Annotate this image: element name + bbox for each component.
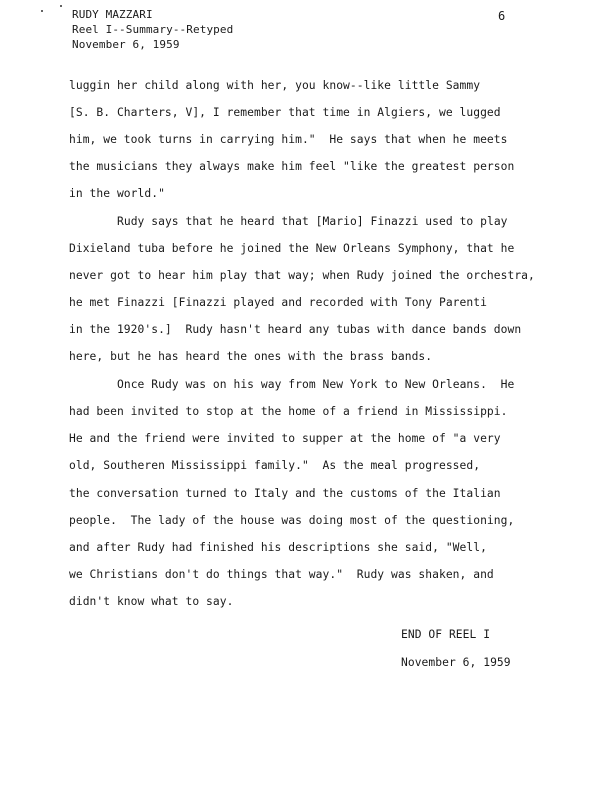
body-line: luggin her child along with her, you know--like little Sammy [69,79,481,92]
body-line: old, Southeren Mississippi family." As the meal progressed, [69,459,481,472]
body-line: [S. B. Charters, V], I remember that time in Algiers, we lugged [69,106,501,119]
body-line: Dixieland tuba before he joined the New Orleans Symphony, that he [69,242,515,255]
body-line: people. The lady of the house was doing most of the questioning, [69,514,515,527]
scan-speck [41,10,43,12]
body-line: he met Finazzi [Finazzi played and recorded with Tony Parenti [69,296,487,309]
body-line: the conversation turned to Italy and the customs of the Italian [69,487,501,500]
body-line: him, we took turns in carrying him." He says that when he meets [69,133,508,146]
body-line: never got to hear him play that way; when Rudy joined the orchestra, [69,269,535,282]
body-line: didn't know what to say. [69,595,234,608]
header-date: November 6, 1959 [72,38,180,51]
end-of-reel-label: END OF REEL I [401,628,491,641]
body-line: in the world." [69,187,165,200]
body-line: we Christians don't do things that way." Rudy was shaken, and [69,568,494,581]
body-line: had been invited to stop at the home of a friend in Mississippi. [69,405,508,418]
end-date: November 6, 1959 [401,656,511,669]
body-line: here, but he has heard the ones with the brass bands. [69,350,433,363]
page-number: 6 [498,9,506,23]
body-line: the musicians they always make him feel "like the greatest person [69,160,515,173]
body-line: Once Rudy was on his way from New York to New Orleans. He [117,378,515,391]
header-reel: Reel I--Summary--Retyped [72,23,234,36]
scan-speck [60,5,62,7]
body-line: He and the friend were invited to supper at the home of "a very [69,432,501,445]
body-line: in the 1920's.] Rudy hasn't heard any tubas with dance bands down [69,323,522,336]
header-name: RUDY MAZZARI [72,8,153,21]
body-line: and after Rudy had finished his descriptions she said, "Well, [69,541,487,554]
body-line: Rudy says that he heard that [Mario] Finazzi used to play [117,215,508,228]
